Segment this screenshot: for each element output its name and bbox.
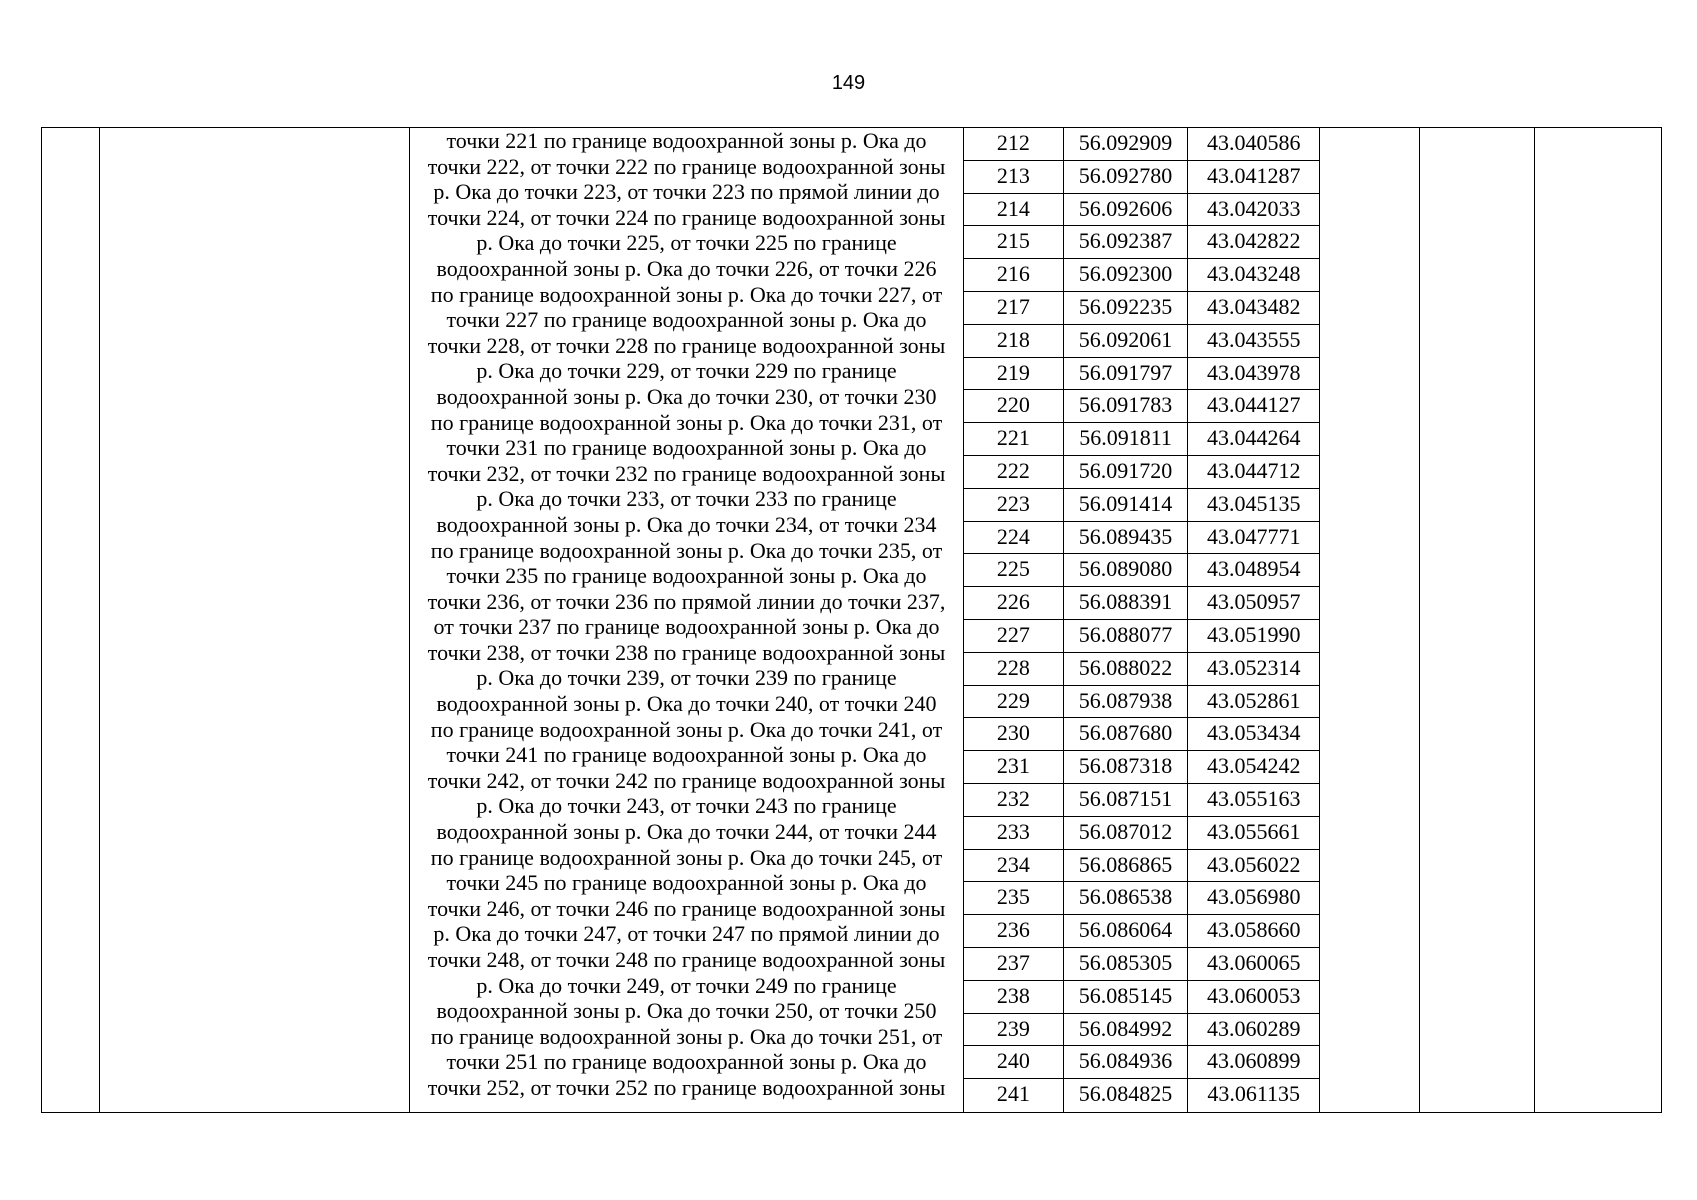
latitude: 56.087012 (1064, 817, 1189, 849)
latitude: 56.092300 (1064, 259, 1189, 291)
longitude: 43.048954 (1206, 556, 1301, 582)
longitude: 43.044712 (1206, 457, 1301, 483)
description-line: р. Ока до точки 249, от точки 249 по границе (476, 972, 897, 998)
description-line: водоохранной зоны р. Ока до точки 226, от точки 226 (436, 255, 937, 281)
latitude: 56.088391 (1064, 587, 1189, 619)
longitude: 43.043555 (1206, 326, 1301, 352)
description-line: точки 251 по границе водоохранной зоны р. Ока до (446, 1049, 927, 1075)
point-number: 241 (964, 1079, 1064, 1112)
table-row (964, 194, 1319, 227)
empty-column-7 (1320, 128, 1420, 1112)
point-number: 234 (964, 850, 1064, 882)
description-line: от точки 237 по границе водоохранной зоны р. Ока до (433, 614, 940, 640)
point-number: 238 (964, 981, 1064, 1013)
latitude: 56.092235 (1064, 292, 1189, 324)
description-line: водоохранной зоны р. Ока до точки 234, от точки 234 (436, 511, 937, 537)
table-row (964, 1079, 1319, 1112)
point-number: 213 (964, 161, 1064, 193)
longitude: 43.051990 (1206, 621, 1301, 647)
latitude: 56.084992 (1064, 1014, 1189, 1046)
latitude: 56.089080 (1064, 554, 1189, 586)
point-number: 240 (964, 1046, 1064, 1078)
table-row (964, 981, 1319, 1014)
point-number: 227 (964, 620, 1064, 652)
empty-column-9 (1535, 128, 1661, 1112)
description-line: по границе водоохранной зоны р. Ока до точки 227, от (430, 281, 943, 307)
latitude: 56.085305 (1064, 948, 1189, 980)
table-row (964, 522, 1319, 555)
description-line: р. Ока до точки 243, от точки 243 по границе (476, 793, 897, 819)
description-line: по границе водоохранной зоны р. Ока до точки 245, от (430, 844, 943, 870)
table-row (964, 554, 1319, 587)
longitude: 43.041287 (1206, 162, 1301, 188)
page-number: 149 (831, 72, 866, 94)
longitude: 43.056980 (1206, 884, 1301, 910)
latitude: 56.086865 (1064, 850, 1189, 882)
description-line: точки 248, от точки 248 по границе водоохранной зоны (427, 947, 946, 972)
longitude: 43.055163 (1206, 785, 1301, 811)
description-line: по границе водоохранной зоны р. Ока до точки 241, от (430, 716, 943, 742)
table-row (964, 1046, 1319, 1079)
point-number: 221 (964, 423, 1064, 455)
point-number: 232 (964, 784, 1064, 816)
point-number: 222 (964, 456, 1064, 488)
latitude: 56.084936 (1064, 1046, 1189, 1078)
description-line: р. Ока до точки 247, от точки 247 по прямой линии до (433, 921, 940, 947)
description-line: точки 231 по границе водоохранной зоны р. Ока до (446, 435, 927, 461)
table-row (964, 784, 1319, 817)
point-number: 220 (964, 390, 1064, 422)
point-number: 237 (964, 948, 1064, 980)
table-row (964, 718, 1319, 751)
point-number: 231 (964, 751, 1064, 783)
table-row (964, 686, 1319, 719)
latitude: 56.091811 (1064, 423, 1189, 455)
longitude: 43.061135 (1207, 1081, 1301, 1107)
longitude: 43.042033 (1206, 195, 1301, 221)
description-line: по границе водоохранной зоны р. Ока до точки 251, от (430, 1023, 943, 1049)
description-line: точки 221 по границе водоохранной зоны р. Ока до (446, 128, 927, 153)
longitude: 43.044127 (1206, 392, 1301, 418)
longitude: 43.043978 (1206, 359, 1301, 385)
description-line: водоохранной зоны р. Ока до точки 230, от точки 230 (436, 383, 937, 409)
longitude: 43.052861 (1206, 687, 1301, 713)
latitude: 56.085145 (1064, 981, 1189, 1013)
point-number: 212 (964, 128, 1064, 160)
longitude: 43.058660 (1206, 917, 1301, 943)
latitude: 56.091783 (1064, 390, 1189, 422)
longitude: 43.060065 (1206, 949, 1301, 975)
point-number: 223 (964, 489, 1064, 521)
description-line: по границе водоохранной зоны р. Ока до точки 235, от (430, 537, 943, 563)
description-line: точки 232, от точки 232 по границе водоохранной зоны (427, 460, 946, 486)
latitude: 56.084825 (1064, 1079, 1189, 1112)
description-line: точки 252, от точки 252 по границе водоохранной зоны (427, 1074, 946, 1100)
longitude: 43.060899 (1206, 1048, 1301, 1074)
latitude: 56.091720 (1064, 456, 1189, 488)
table-row (964, 358, 1319, 391)
table-row (964, 1014, 1319, 1047)
table-row (964, 128, 1319, 161)
description-line: точки 246, от точки 246 по границе водоохранной зоны (427, 895, 946, 921)
table-row (964, 456, 1319, 489)
point-number: 233 (964, 817, 1064, 849)
latitude: 56.088022 (1064, 653, 1189, 685)
longitude: 43.047771 (1206, 523, 1301, 549)
description-line: точки 227 по границе водоохранной зоны р. Ока до (446, 307, 927, 333)
description-line: точки 222, от точки 222 по границе водоохранной зоны (427, 153, 946, 179)
point-number: 239 (964, 1014, 1064, 1046)
longitude: 43.043482 (1206, 293, 1301, 319)
empty-column-2 (100, 128, 410, 1112)
table-row (964, 948, 1319, 981)
longitude: 43.055661 (1206, 818, 1301, 844)
point-number: 214 (964, 194, 1064, 226)
empty-column-8 (1420, 128, 1535, 1112)
point-number: 217 (964, 292, 1064, 324)
latitude: 56.091797 (1064, 358, 1189, 390)
point-number: 216 (964, 259, 1064, 291)
description-line: точки 228, от точки 228 по границе водоохранной зоны (427, 332, 946, 358)
latitude: 56.091414 (1064, 489, 1189, 521)
point-number: 215 (964, 226, 1064, 258)
latitude: 56.087151 (1064, 784, 1189, 816)
boundary-description-cell (410, 128, 964, 1112)
table-row (964, 259, 1319, 292)
longitude: 43.050957 (1206, 589, 1301, 615)
latitude: 56.086064 (1064, 915, 1189, 947)
longitude: 43.054242 (1206, 753, 1301, 779)
longitude: 43.060289 (1206, 1015, 1301, 1041)
longitude: 43.044264 (1206, 425, 1301, 451)
point-number: 218 (964, 325, 1064, 357)
table-row (964, 915, 1319, 948)
point-number: 219 (964, 358, 1064, 390)
latitude: 56.087680 (1064, 718, 1189, 750)
description-line: по границе водоохранной зоны р. Ока до точки 231, от (430, 409, 943, 435)
description-line: точки 241 по границе водоохранной зоны р. Ока до (446, 742, 927, 768)
point-number: 229 (964, 686, 1064, 718)
description-line: точки 245 по границе водоохранной зоны р. Ока до (446, 870, 927, 896)
description-line: р. Ока до точки 223, от точки 223 по прямой линии до (433, 179, 940, 205)
point-number: 236 (964, 915, 1064, 947)
point-number: 230 (964, 718, 1064, 750)
table-row (964, 325, 1319, 358)
latitude: 56.092061 (1064, 325, 1189, 357)
point-number: 226 (964, 587, 1064, 619)
longitude: 43.045135 (1206, 490, 1301, 516)
longitude: 43.052314 (1206, 654, 1301, 680)
description-line: водоохранной зоны р. Ока до точки 250, от точки 250 (436, 998, 937, 1024)
table-row (964, 587, 1319, 620)
coordinates-block (964, 128, 1320, 1112)
table-row (964, 292, 1319, 325)
table-row (964, 882, 1319, 915)
latitude: 56.092909 (1064, 128, 1189, 160)
point-number: 224 (964, 522, 1064, 554)
table-row (964, 226, 1319, 259)
empty-column-1 (42, 128, 100, 1112)
latitude: 56.087318 (1064, 751, 1189, 783)
latitude: 56.092606 (1064, 194, 1189, 226)
longitude: 43.053434 (1206, 720, 1301, 746)
latitude: 56.088077 (1064, 620, 1189, 652)
latitude: 56.089435 (1064, 522, 1189, 554)
longitude: 43.043248 (1206, 261, 1301, 287)
longitude: 43.040586 (1206, 130, 1301, 155)
description-line: точки 238, от точки 238 по границе водоохранной зоны (427, 639, 946, 665)
description-line: водоохранной зоны р. Ока до точки 244, от точки 244 (436, 819, 937, 845)
description-line: точки 224, от точки 224 по границе водоохранной зоны (427, 204, 946, 230)
point-number: 225 (964, 554, 1064, 586)
description-line: р. Ока до точки 233, от точки 233 по границе (476, 486, 897, 512)
description-line: водоохранной зоны р. Ока до точки 240, от точки 240 (436, 691, 937, 717)
longitude: 43.042822 (1206, 228, 1301, 254)
latitude: 56.092387 (1064, 226, 1189, 258)
description-line: р. Ока до точки 225, от точки 225 по границе (476, 230, 897, 256)
table-row (964, 489, 1319, 522)
table-row (964, 850, 1319, 883)
table-row (964, 423, 1319, 456)
description-line: точки 236, от точки 236 по прямой линии до точки 237, (427, 588, 946, 614)
table-row (964, 817, 1319, 850)
description-line: р. Ока до точки 229, от точки 229 по границе (476, 358, 897, 384)
latitude: 56.092780 (1064, 161, 1189, 193)
latitude: 56.087938 (1064, 686, 1189, 718)
longitude: 43.056022 (1206, 851, 1301, 877)
point-number: 235 (964, 882, 1064, 914)
table-row (964, 161, 1319, 194)
point-number: 228 (964, 653, 1064, 685)
table-row (964, 390, 1319, 423)
description-line: р. Ока до точки 239, от точки 239 по границе (476, 665, 897, 691)
boundary-table (41, 127, 1662, 1113)
description-line: точки 235 по границе водоохранной зоны р. Ока до (446, 563, 927, 589)
table-row (964, 620, 1319, 653)
latitude: 56.086538 (1064, 882, 1189, 914)
table-row (964, 751, 1319, 784)
longitude: 43.060053 (1206, 982, 1301, 1008)
table-row (964, 653, 1319, 686)
description-line: точки 242, от точки 242 по границе водоохранной зоны (427, 767, 946, 793)
